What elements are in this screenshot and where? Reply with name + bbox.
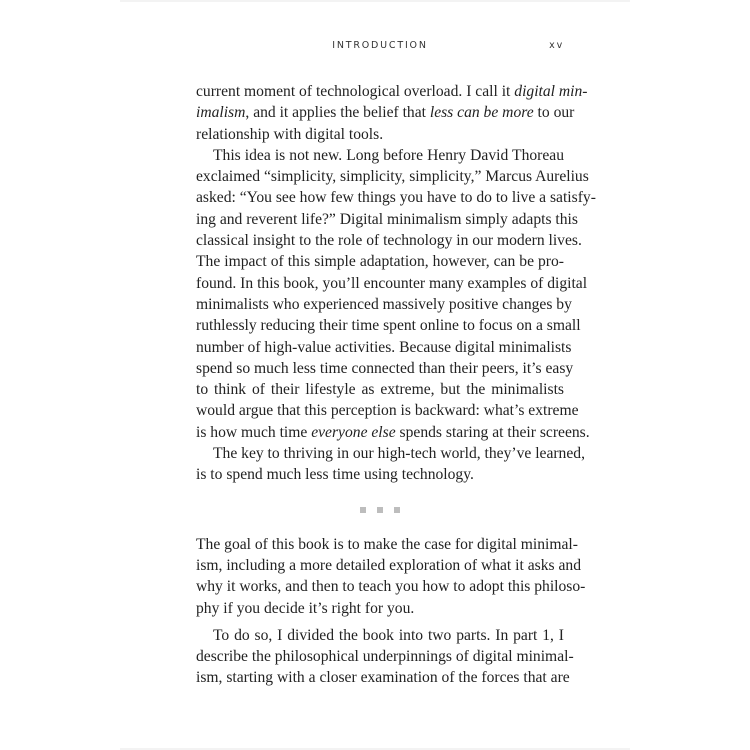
text-line: ism, including a more detailed exploration of what it asks and (196, 556, 581, 574)
body-text (196, 81, 596, 689)
text-line (196, 102, 575, 123)
text-run: is how much time (196, 423, 312, 441)
ornament-square (377, 507, 383, 513)
text-line: phy if you decide it’s right for you. (196, 599, 415, 617)
text-run: spends staring at their screens. (395, 423, 590, 441)
ornament-square (360, 507, 366, 513)
text-line: number of high-value activities. Because digital minimalists (196, 338, 572, 356)
page-top-edge (120, 0, 630, 2)
italic-run: imalism (196, 104, 246, 122)
paragraph-2 (196, 145, 596, 443)
paragraph-3 (196, 443, 585, 486)
text-line: found. In this book, you’ll encounter many examples of digital (196, 274, 588, 292)
text-line: to think of their lifestyle as extreme, but the minimalists (196, 381, 564, 399)
running-head-section: INTRODUCTION (332, 40, 428, 51)
italic-run: digital min- (514, 83, 588, 100)
text-line: The key to thriving in our high-tech world, they’ve learned, (213, 445, 585, 463)
text-line: This idea is not new. Long before Henry David Thoreau (213, 146, 564, 164)
text-run: current moment of technological overload. I call it (196, 83, 515, 100)
text-line: The goal of this book is to make the case for digital minimal- (196, 535, 578, 553)
italic-run: less can be more (429, 104, 534, 122)
paragraph-4 (196, 534, 586, 619)
paragraph-1 (196, 81, 588, 145)
text-line: asked: “You see how few things you have to do to live a satisfy- (196, 189, 596, 207)
text-line: The impact of this simple adaptation, however, can be pro- (196, 253, 564, 271)
text-line: ing and reverent life?” Digital minimalism simply adapts this (196, 210, 578, 228)
text-line: relationship with digital tools. (196, 125, 384, 143)
text-line: is to spend much less time using technology. (196, 466, 474, 484)
text-line: To do so, I divided the book into two parts. In part 1, I (213, 626, 564, 644)
text-line: spend so much less time connected than their peers, it’s easy (196, 359, 574, 377)
text-line: exclaimed “simplicity, simplicity, simplicity,” Marcus Aurelius (196, 168, 589, 186)
text-line: classical insight to the role of technology in our modern lives. (196, 232, 582, 250)
text-line: minimalists who experienced massively positive changes by (196, 295, 572, 313)
text-line (196, 422, 590, 443)
section-break-ornament (196, 492, 564, 528)
italic-run: everyone else (311, 423, 396, 441)
text-line: would argue that this perception is backward: what’s extreme (196, 402, 579, 420)
running-head (196, 40, 564, 54)
text-line: ism, starting with a closer examination of the forces that are (196, 669, 570, 687)
text-line: ruthlessly reducing their time spent online to focus on a small (196, 317, 581, 335)
text-run: to our (533, 104, 575, 122)
ornament-square (394, 507, 400, 513)
text-line: describe the philosophical underpinnings of digital minimal- (196, 648, 574, 666)
paragraph-5 (196, 625, 574, 689)
text-line: why it works, and then to teach you how to adopt this philoso- (196, 578, 586, 596)
page-number: xv (549, 40, 564, 51)
text-run: , and it applies the belief that (245, 104, 430, 122)
text-line (196, 81, 588, 102)
